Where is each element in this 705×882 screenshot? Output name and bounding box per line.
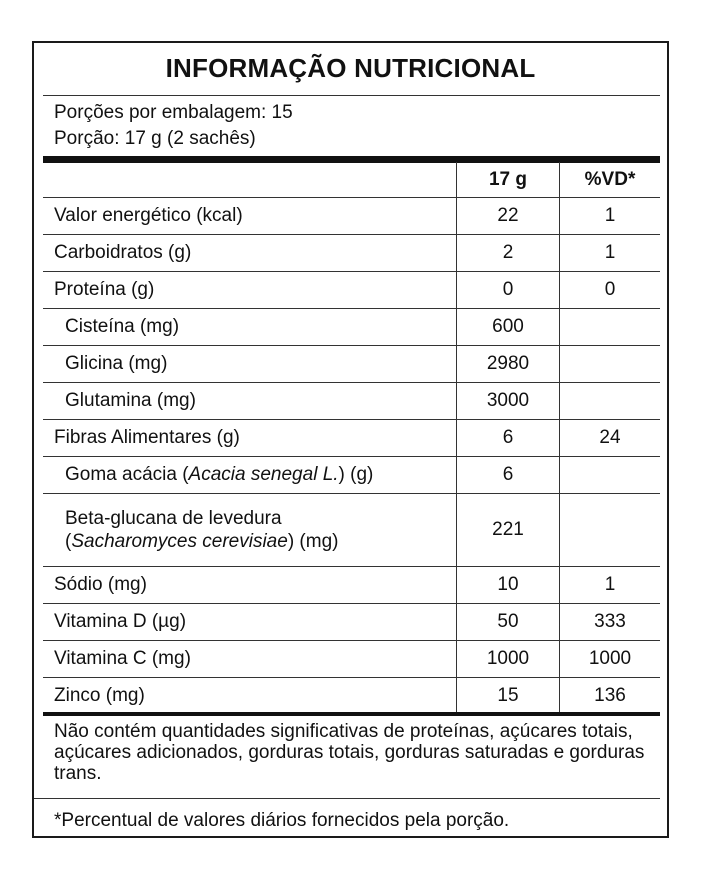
nutrient-quantity: 0 (457, 272, 560, 308)
nutrient-name: Cisteína (mg) (43, 309, 457, 345)
nutrient-daily-value (560, 457, 660, 493)
nutrient-daily-value: 1 (604, 574, 616, 595)
nutrient-daily-value: 1 (604, 205, 616, 226)
table-row (43, 604, 660, 641)
nutrient-daily-value: 136 (594, 685, 626, 706)
table-row (43, 309, 660, 346)
nutrient-name: Glicina (mg) (43, 346, 457, 382)
name-line-2 (65, 530, 338, 553)
nutrient-quantity: 15 (457, 678, 560, 714)
name-suffix: ) (mg) (287, 531, 339, 552)
nutrition-facts-panel (32, 41, 669, 838)
title-divider (43, 95, 660, 96)
nutrient-daily-value (560, 346, 660, 382)
servings-per-package: Porções por embalagem: 15 (54, 102, 293, 123)
table-row (43, 641, 660, 678)
nutrient-quantity: 221 (457, 494, 560, 566)
name-prefix: Goma acácia ( (65, 464, 189, 485)
nutrient-name (43, 494, 457, 566)
nutrient-quantity: 600 (457, 309, 560, 345)
nutrient-name: Zinco (mg) (43, 678, 457, 714)
header-name (43, 162, 457, 197)
table-row (43, 383, 660, 420)
thick-divider-bottom (43, 712, 660, 716)
serving-size: Porção: 17 g (2 sachês) (54, 128, 256, 149)
name-suffix: ) (g) (338, 464, 374, 485)
nutrient-name: Vitamina D (µg) (43, 604, 457, 640)
nutrient-daily-value (560, 494, 660, 566)
daily-value-footnote: *Percentual de valores diários fornecidos pela porção. (54, 810, 510, 831)
nutrient-name: Sódio (mg) (43, 567, 457, 603)
nutrient-name (43, 457, 457, 493)
footnote-divider (34, 798, 660, 799)
nutrient-quantity: 3000 (457, 383, 560, 419)
table-row (43, 457, 660, 494)
nutrient-name: Fibras Alimentares (g) (43, 420, 457, 456)
nutrient-name: Carboidratos (g) (43, 235, 457, 271)
nutrient-daily-value: 0 (604, 279, 616, 300)
nutrient-name: Proteína (g) (43, 272, 457, 308)
nutrient-quantity: 6 (457, 420, 560, 456)
nutrient-daily-value (560, 309, 660, 345)
nutrition-table (43, 162, 660, 714)
header-daily-value: %VD* (584, 168, 636, 190)
nutrient-quantity: 2980 (457, 346, 560, 382)
nutrient-daily-value: 1 (604, 242, 616, 263)
name-prefix: ( (65, 531, 72, 552)
name-line-1: Beta-glucana de levedura (65, 508, 282, 529)
nutrient-daily-value: 24 (599, 427, 621, 448)
table-row (43, 678, 660, 714)
nutrient-name: Vitamina C (mg) (43, 641, 457, 677)
nutrient-quantity: 10 (457, 567, 560, 603)
nutrient-quantity: 6 (457, 457, 560, 493)
table-row (43, 235, 660, 272)
panel-title: INFORMAÇÃO NUTRICIONAL (165, 53, 536, 83)
name-scientific: Sacharomyces cerevisiae (71, 531, 288, 552)
header-quantity: 17 g (457, 162, 560, 197)
table-row (43, 198, 660, 235)
nutrient-quantity: 1000 (457, 641, 560, 677)
name-scientific: Acacia senegal L. (188, 464, 339, 485)
table-row (43, 567, 660, 604)
nutrient-daily-value (560, 383, 660, 419)
not-significant-note: Não contém quantidades significativas de proteínas, açúcares totais, açúcares adicionados, gorduras totais, gorduras saturadas e gorduras trans. (54, 721, 645, 784)
nutrient-quantity: 22 (457, 198, 560, 234)
table-row (43, 272, 660, 309)
nutrient-name: Glutamina (mg) (43, 383, 457, 419)
nutrient-name: Valor energético (kcal) (43, 198, 457, 234)
table-row (43, 420, 660, 457)
nutrient-quantity: 50 (457, 604, 560, 640)
nutrient-daily-value: 1000 (588, 648, 632, 669)
table-row (43, 494, 660, 567)
nutrient-quantity: 2 (457, 235, 560, 271)
table-row (43, 346, 660, 383)
nutrient-daily-value: 333 (594, 611, 626, 632)
table-header-row (43, 162, 660, 198)
